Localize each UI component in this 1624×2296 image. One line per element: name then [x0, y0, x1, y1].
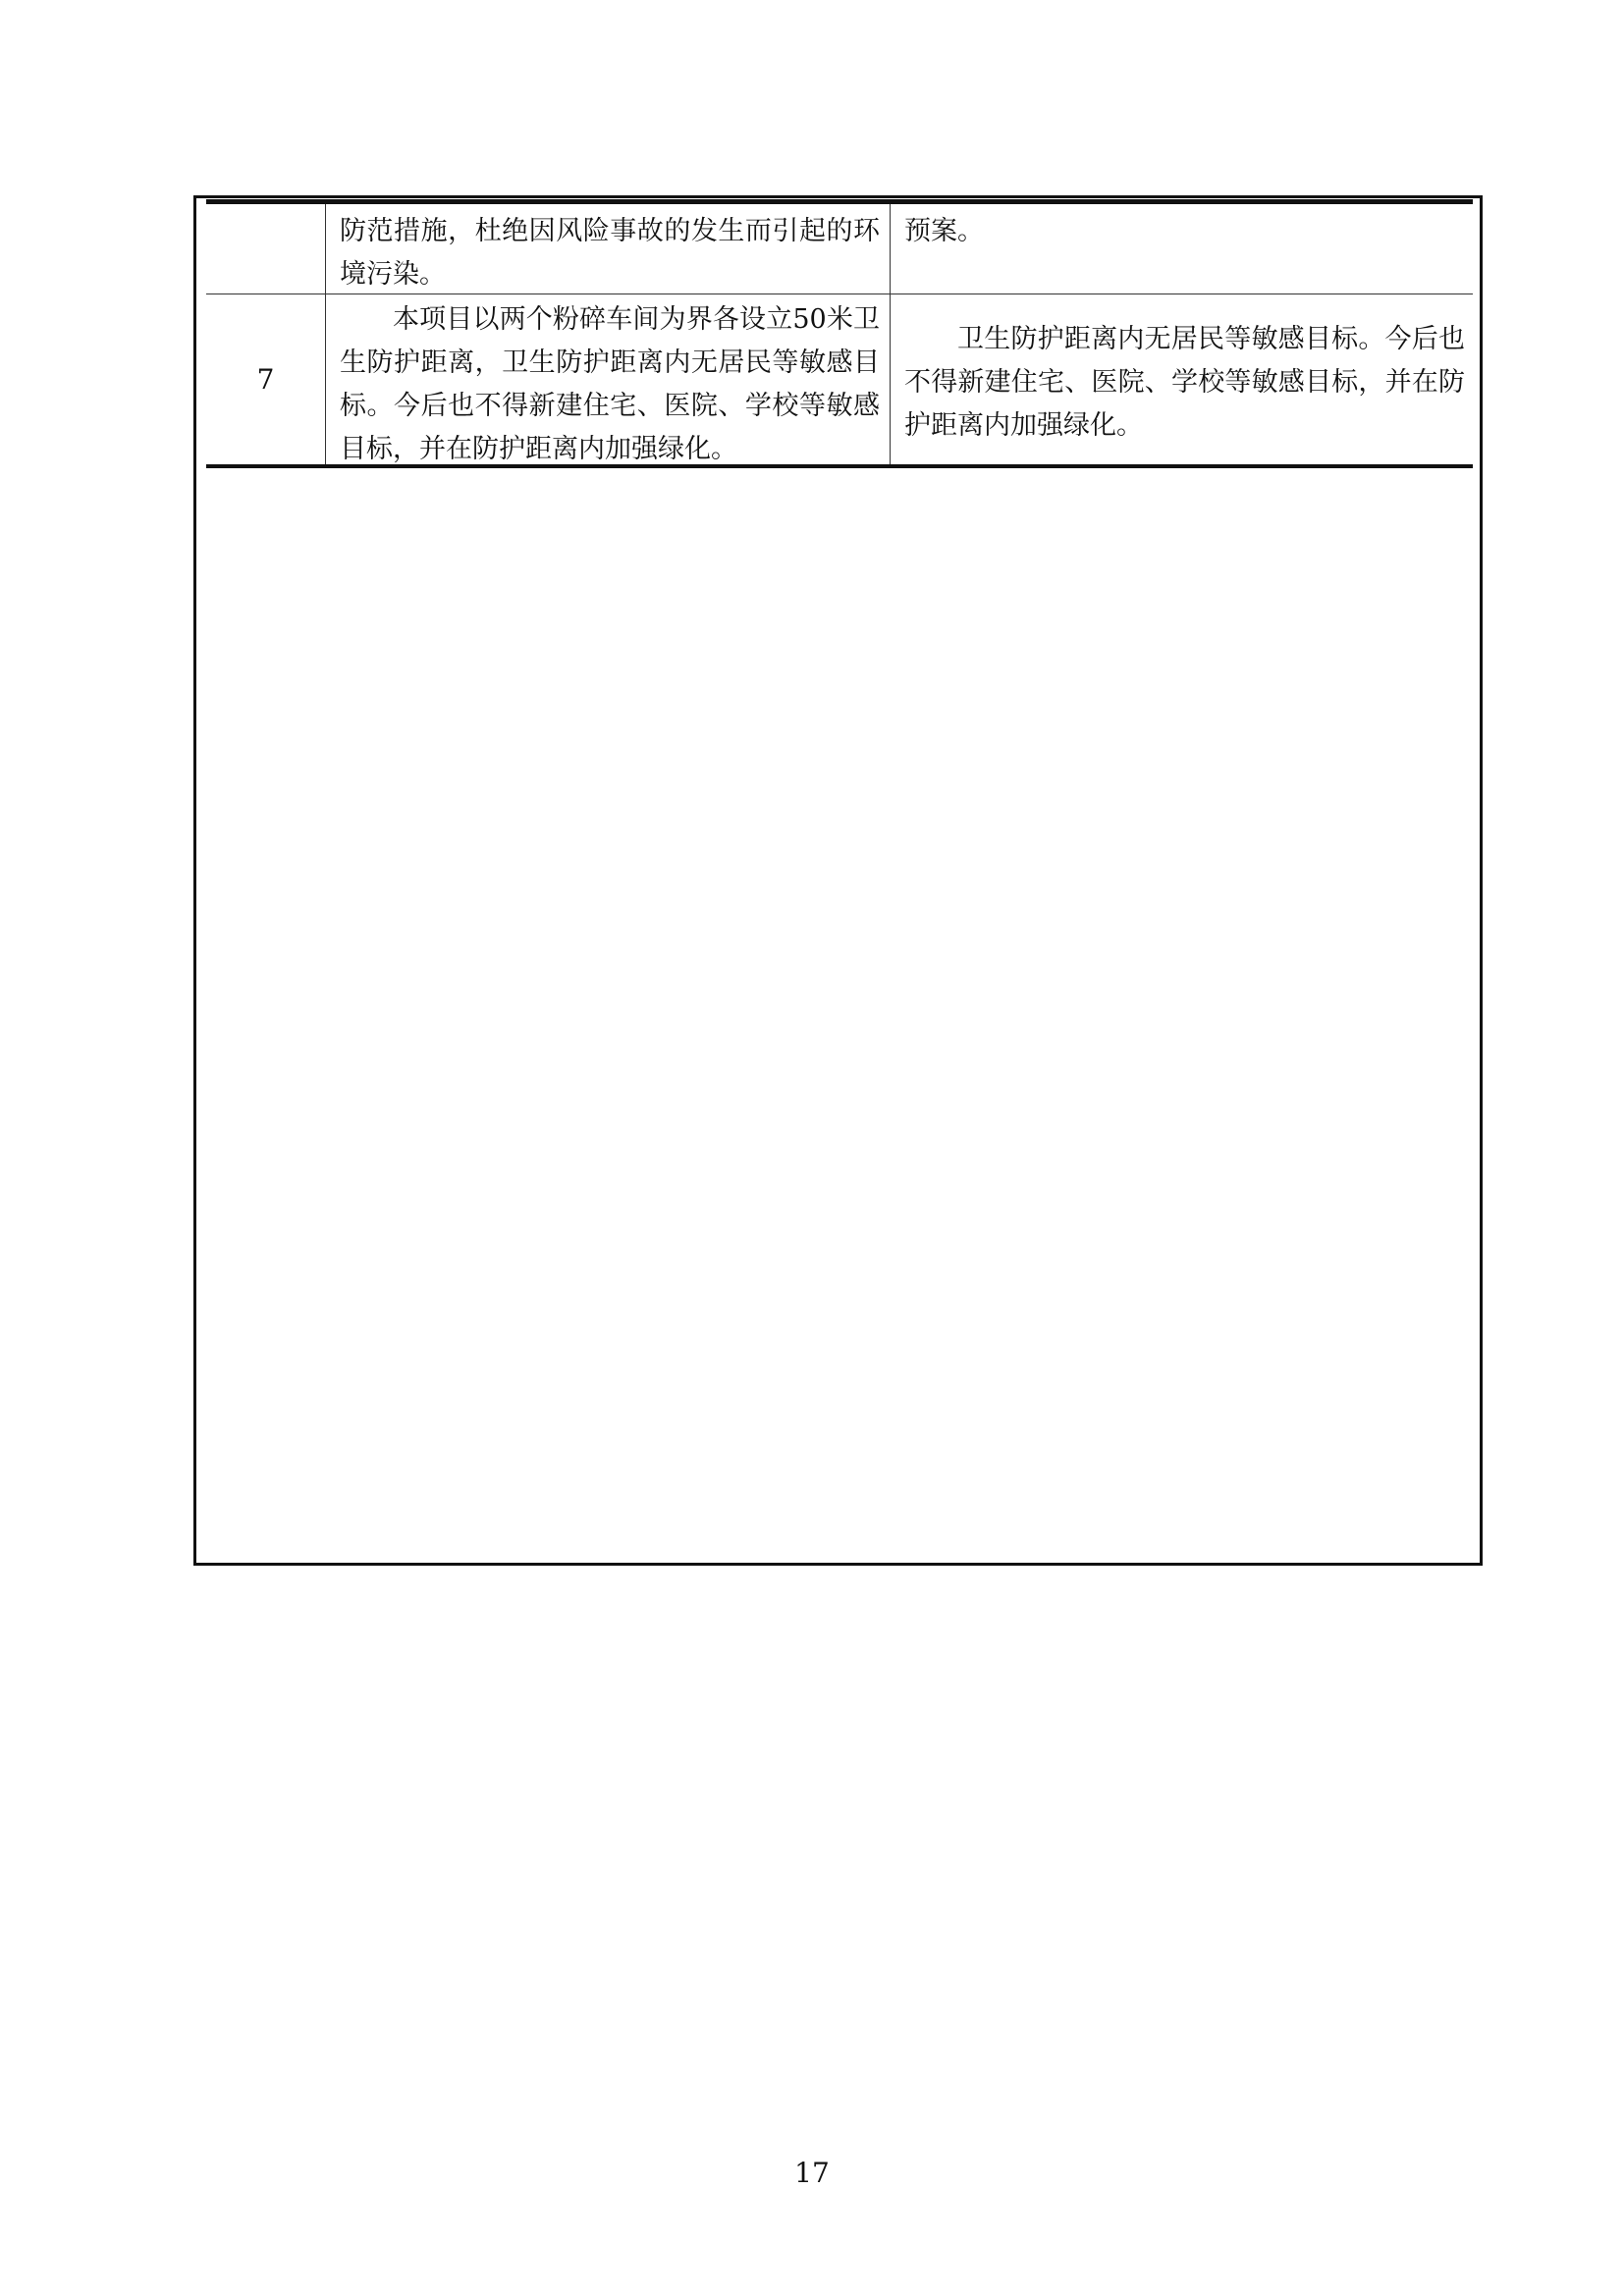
- requirement-text: 防范措施，杜绝因风险事故的发生而引起的环境污染。: [340, 216, 880, 290]
- implementation-cell: [891, 204, 1473, 294]
- implementation-cell: [891, 294, 1473, 464]
- row-number-cell: 7: [206, 294, 326, 464]
- requirement-cell: [326, 294, 891, 464]
- acceptance-table: [206, 199, 1473, 468]
- implementation-text: 预案。: [904, 216, 984, 246]
- page-number: 17: [794, 2157, 830, 2189]
- implementation-text: 卫生防护距离内无居民等敏感目标。今后也不得新建住宅、医院、学校等敏感目标，并在防护距离内加强绿化。: [904, 324, 1465, 441]
- requirement-cell: [326, 204, 891, 294]
- table-row: [206, 204, 1473, 294]
- row-number-cell: [206, 204, 326, 294]
- table-row: [206, 294, 1473, 464]
- requirement-text: 本项目以两个粉碎车间为界各设立50米卫生防护距离，卫生防护距离内无居民等敏感目标。今后也不得新建住宅、医院、学校等敏感目标，并在防护距离内加强绿化。: [340, 304, 880, 464]
